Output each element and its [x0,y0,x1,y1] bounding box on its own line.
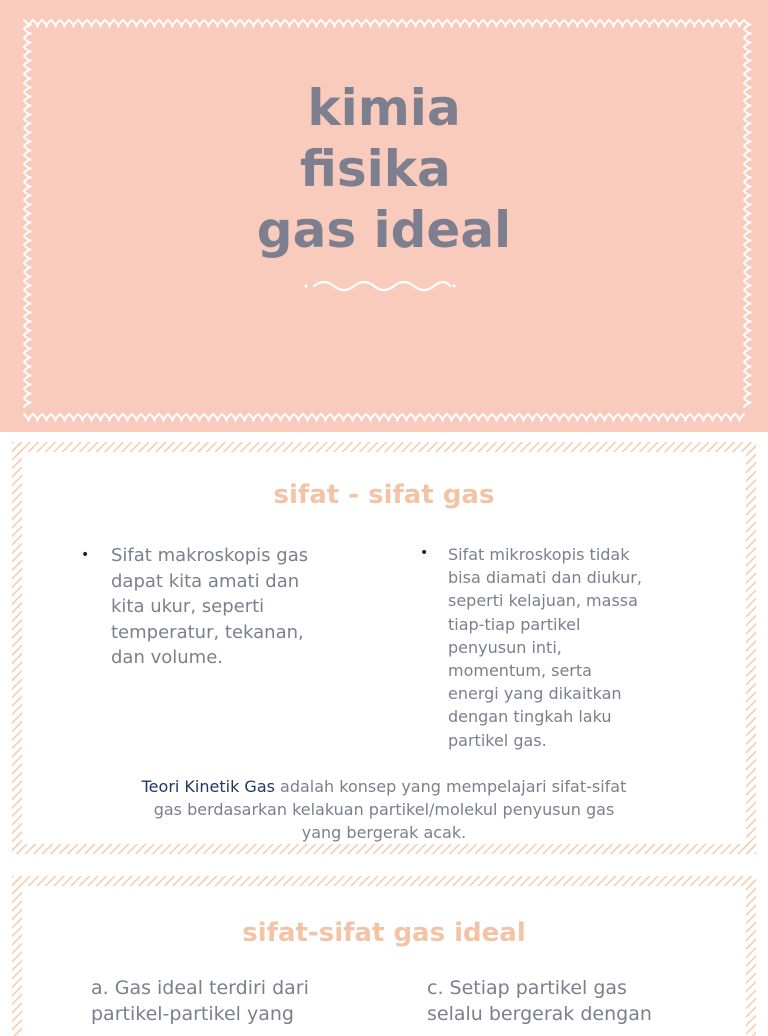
definition-line-3: yang bergerak acak. [301,822,467,842]
definition-line-2: gas berdasarkan kelakuan partikel/molekul penyusun gas [153,799,615,819]
text-line: dengan tingkah laku [448,707,612,727]
properties-heading: sifat - sifat gas [273,480,495,510]
microscopic-column [420,543,698,752]
text-line: temperatur, tekanan, [111,621,304,643]
text-line: partikel gas. [448,730,547,750]
text-line: momentum, serta [448,661,592,681]
bullet-icon: • [81,547,90,563]
properties-slide [12,442,756,854]
text-line: kita ukur, seperti [111,596,265,617]
text-line: a. Gas ideal terdiri dari [91,977,309,999]
ideal-gas-point-a [91,975,391,1027]
text-line: bisa diamati dan diukur, [448,568,642,588]
kinetic-theory-term: Teori Kinetik Gas [141,777,275,796]
title-line-1: kimia [307,79,461,137]
text-line: partikel-partikel yang [91,1003,294,1025]
text-line: penyusun inti, [448,637,562,657]
cover-title [0,78,768,261]
kinetic-theory-definition [82,776,686,844]
definition-text: adalah konsep yang mempelajari sifat-sifat [274,777,627,796]
ideal-gas-slide [12,876,756,1036]
title-line-2: fisika [299,140,469,198]
text-line: dapat kita amati dan [111,570,300,592]
text-line: tiap-tiap partikel [448,614,581,634]
macroscopic-column [81,543,361,671]
ideal-gas-point-c [427,975,727,1027]
text-line: seperti kelajuan, massa [448,591,638,611]
text-line: Sifat makroskopis gas [111,545,309,566]
cover-slide [0,0,768,432]
ideal-gas-heading: sifat-sifat gas ideal [242,918,526,948]
squiggle-divider [300,276,460,296]
text-line: energi yang dikaitkan [448,684,622,704]
definition-line-1 [82,776,686,799]
frame-edge [24,20,744,27]
frame-edge [24,414,744,421]
text-line: c. Setiap partikel gas [427,977,627,999]
title-line-3: gas ideal [256,201,512,259]
text-line: selalu bergerak dengan [427,1003,652,1025]
text-line: dan volume. [111,647,223,668]
bullet-icon: • [420,545,429,561]
text-line: Sifat mikroskopis tidak [448,545,630,564]
